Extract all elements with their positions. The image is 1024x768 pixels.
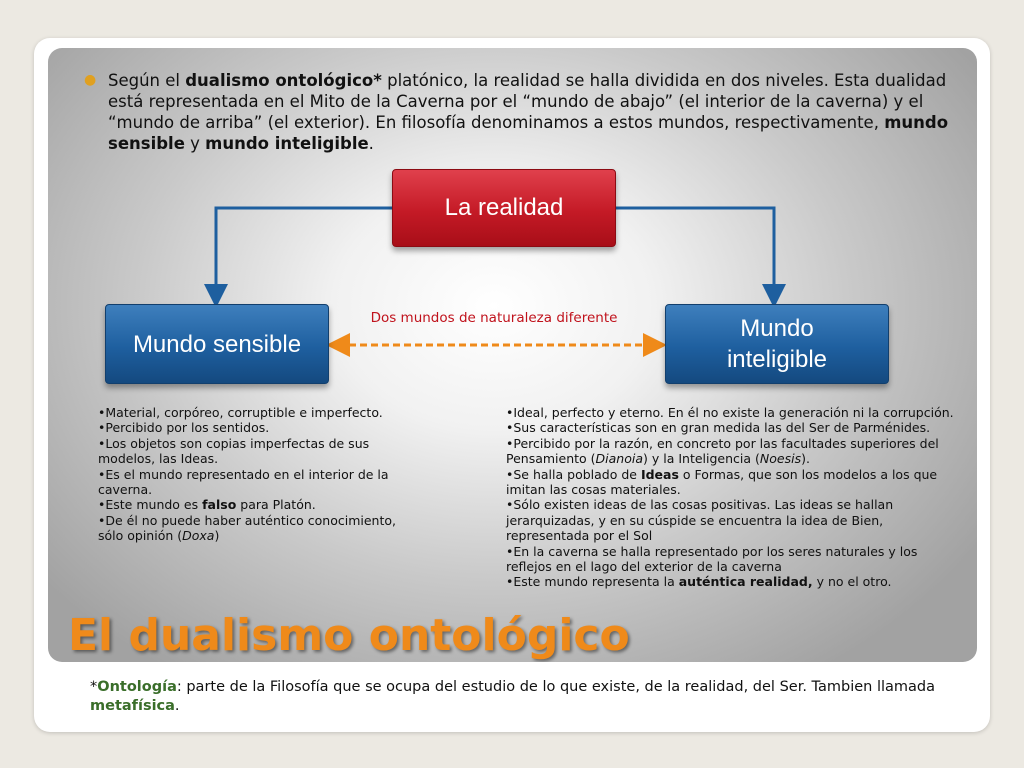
list-item: •De él no puede haber auténtico conocimiento, sólo opinión (Doxa) [98,512,396,544]
list-item: •Este mundo representa la auténtica realidad, y no el otro. [506,574,892,590]
connector-left [216,208,392,296]
connector-right [616,208,774,296]
list-item: •Se halla poblado de Ideas o Formas, que son los modelos a los que imitan las cosas materiales. [506,466,938,498]
bullet-icon: ● [84,72,97,88]
list-item: •Sólo existen ideas de las cosas positivas. Las ideas se hallan jerarquizadas, y en su cúspide se encuentra la idea de Bien, representada por el Sol [506,497,894,544]
footnote-text-2: . [174,698,180,714]
footnote [90,678,970,716]
list-item: •Percibido por la razón, en concreto por las facultades superiores del Pensamiento (Dianoia) y la Inteligencia (Noesis). [506,435,939,467]
mundo-sensible-box [105,304,329,384]
slide-panel [48,48,977,662]
footnote-term-ontologia: Ontología [97,679,177,695]
mundo-sensible-label: Mundo sensible [132,330,302,358]
list-item: •Ideal, perfecto y eterno. En él no existe la generación ni la corrupción. [506,405,954,420]
list-item: •Sus características son en gran medida las del Ser de Parménides. [506,420,931,436]
mundo-inteligible-label: Mundo inteligible [726,315,828,373]
intro-text-1: Según el [108,71,186,90]
footnote-term-metafisica: metafísica [90,698,175,714]
relation-label: Dos mundos de naturaleza diferente [370,310,618,326]
intro-text-4: . [368,134,374,153]
footnote-text-1: : parte de la Filosofía que se ocupa del estudio de lo que existe, de la realidad, del Ser. Tambien llamada [176,679,936,695]
list-item: •En la caverna se halla representado por los seres naturales y los reflejos en el lago del exterior de la caverna [506,543,918,575]
slide-title: El dualismo ontológico [68,610,630,661]
intro-term-sensible: mundo sensible [108,113,949,153]
intro-term-inteligible: mundo inteligible [205,134,369,153]
intro-text-3: y [184,134,206,153]
intro-term-dualismo: dualismo ontológico* [185,71,382,90]
inteligible-list [506,405,956,590]
sensible-list [98,405,408,544]
list-item: •Es el mundo representado en el interior de la caverna. [98,466,389,498]
footnote-star: * [90,679,98,695]
list-item: •Este mundo es falso para Platón. [98,497,316,513]
mundo-inteligible-box [665,304,889,384]
la-realidad-box [392,169,616,247]
list-item: •Percibido por los sentidos. [98,420,270,436]
la-realidad-label: La realidad [444,194,564,221]
list-item: •Los objetos son copias imperfectas de sus modelos, las Ideas. [98,435,370,467]
list-item: •Material, corpóreo, corruptible e imperfecto. [98,405,383,420]
intro-text-2: platónico, la realidad se halla dividida en dos niveles. Esta dualidad está representada en el Mito de la Caverna por el “mundo de abajo” (el interior de la caverna) y el “mundo de arriba” (el exterior). En filosofía denominamos a estos mundos, respectivamente, [108,71,947,132]
